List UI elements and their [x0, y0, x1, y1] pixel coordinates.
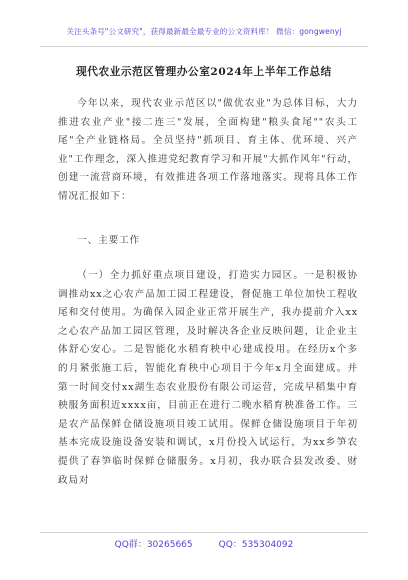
footer-qq-number: QQ：535304092 — [218, 540, 294, 550]
section-paragraph-text: （一）全力抓好重点项目建设，打造实力园区。一是积极协调推动xx之心农产品加工园工程建设，督促施工单位加快工程收尾和交付使用。为确保入园企业正常开展生产，我办提前介入xx之心农产品加工园区管理，及时解决各企业反映问题，让企业主体舒心安心。二是智能化水稻育秧中心建成投用。在经历x个多的月紧张施工后，智能化育秧中心项目于今年x月全面建成。并第一时间交付xx湖生态农业股份有限公司运营，完成早稻集中育秧服务面积近xxxx亩，目前正在进行二晚水稻育秧准备工作。三是农产品保鲜仓储设施项目竣工试用。保鲜仓储设施项目于年初基本完成设施设备安装和调试，x月份投入试运行，为xx乡笋农提供了春笋临时保鲜仓储服务。x月初，我办联合县发改委、财政局对 — [58, 270, 358, 486]
header-divider — [40, 46, 368, 47]
footer-contact — [0, 537, 408, 550]
footer-divider — [40, 532, 368, 533]
intro-paragraph — [58, 95, 358, 207]
header-banner: 关注头条号"公文研究"，获得最新最全最专业的公文资料库！ 微信：gongwenyj — [66, 27, 342, 36]
section-heading — [58, 232, 358, 251]
intro-text: 今年以来，现代农业示范区以"做优农业"为总体目标，大力推进农业产业"接二连三"发展，全面构建"粮头食尾""农头工尾"全产业链格局。全员坚持"抓项目、育主体、优环境、兴产业"工作理念，深入推进党纪教育学习和开展"大抓作风年"行动，创建一流营商环境，有效推进各项工作落地落实。现将具体工作情况汇报如下： — [58, 98, 358, 202]
section-paragraph — [58, 267, 358, 490]
document-title: 现代农业示范区管理办公室2024年上半年工作总结 — [76, 66, 332, 78]
section-heading-text: 一、主要工作 — [77, 235, 141, 246]
footer-qq-group: QQ群：30265665 — [114, 540, 193, 550]
